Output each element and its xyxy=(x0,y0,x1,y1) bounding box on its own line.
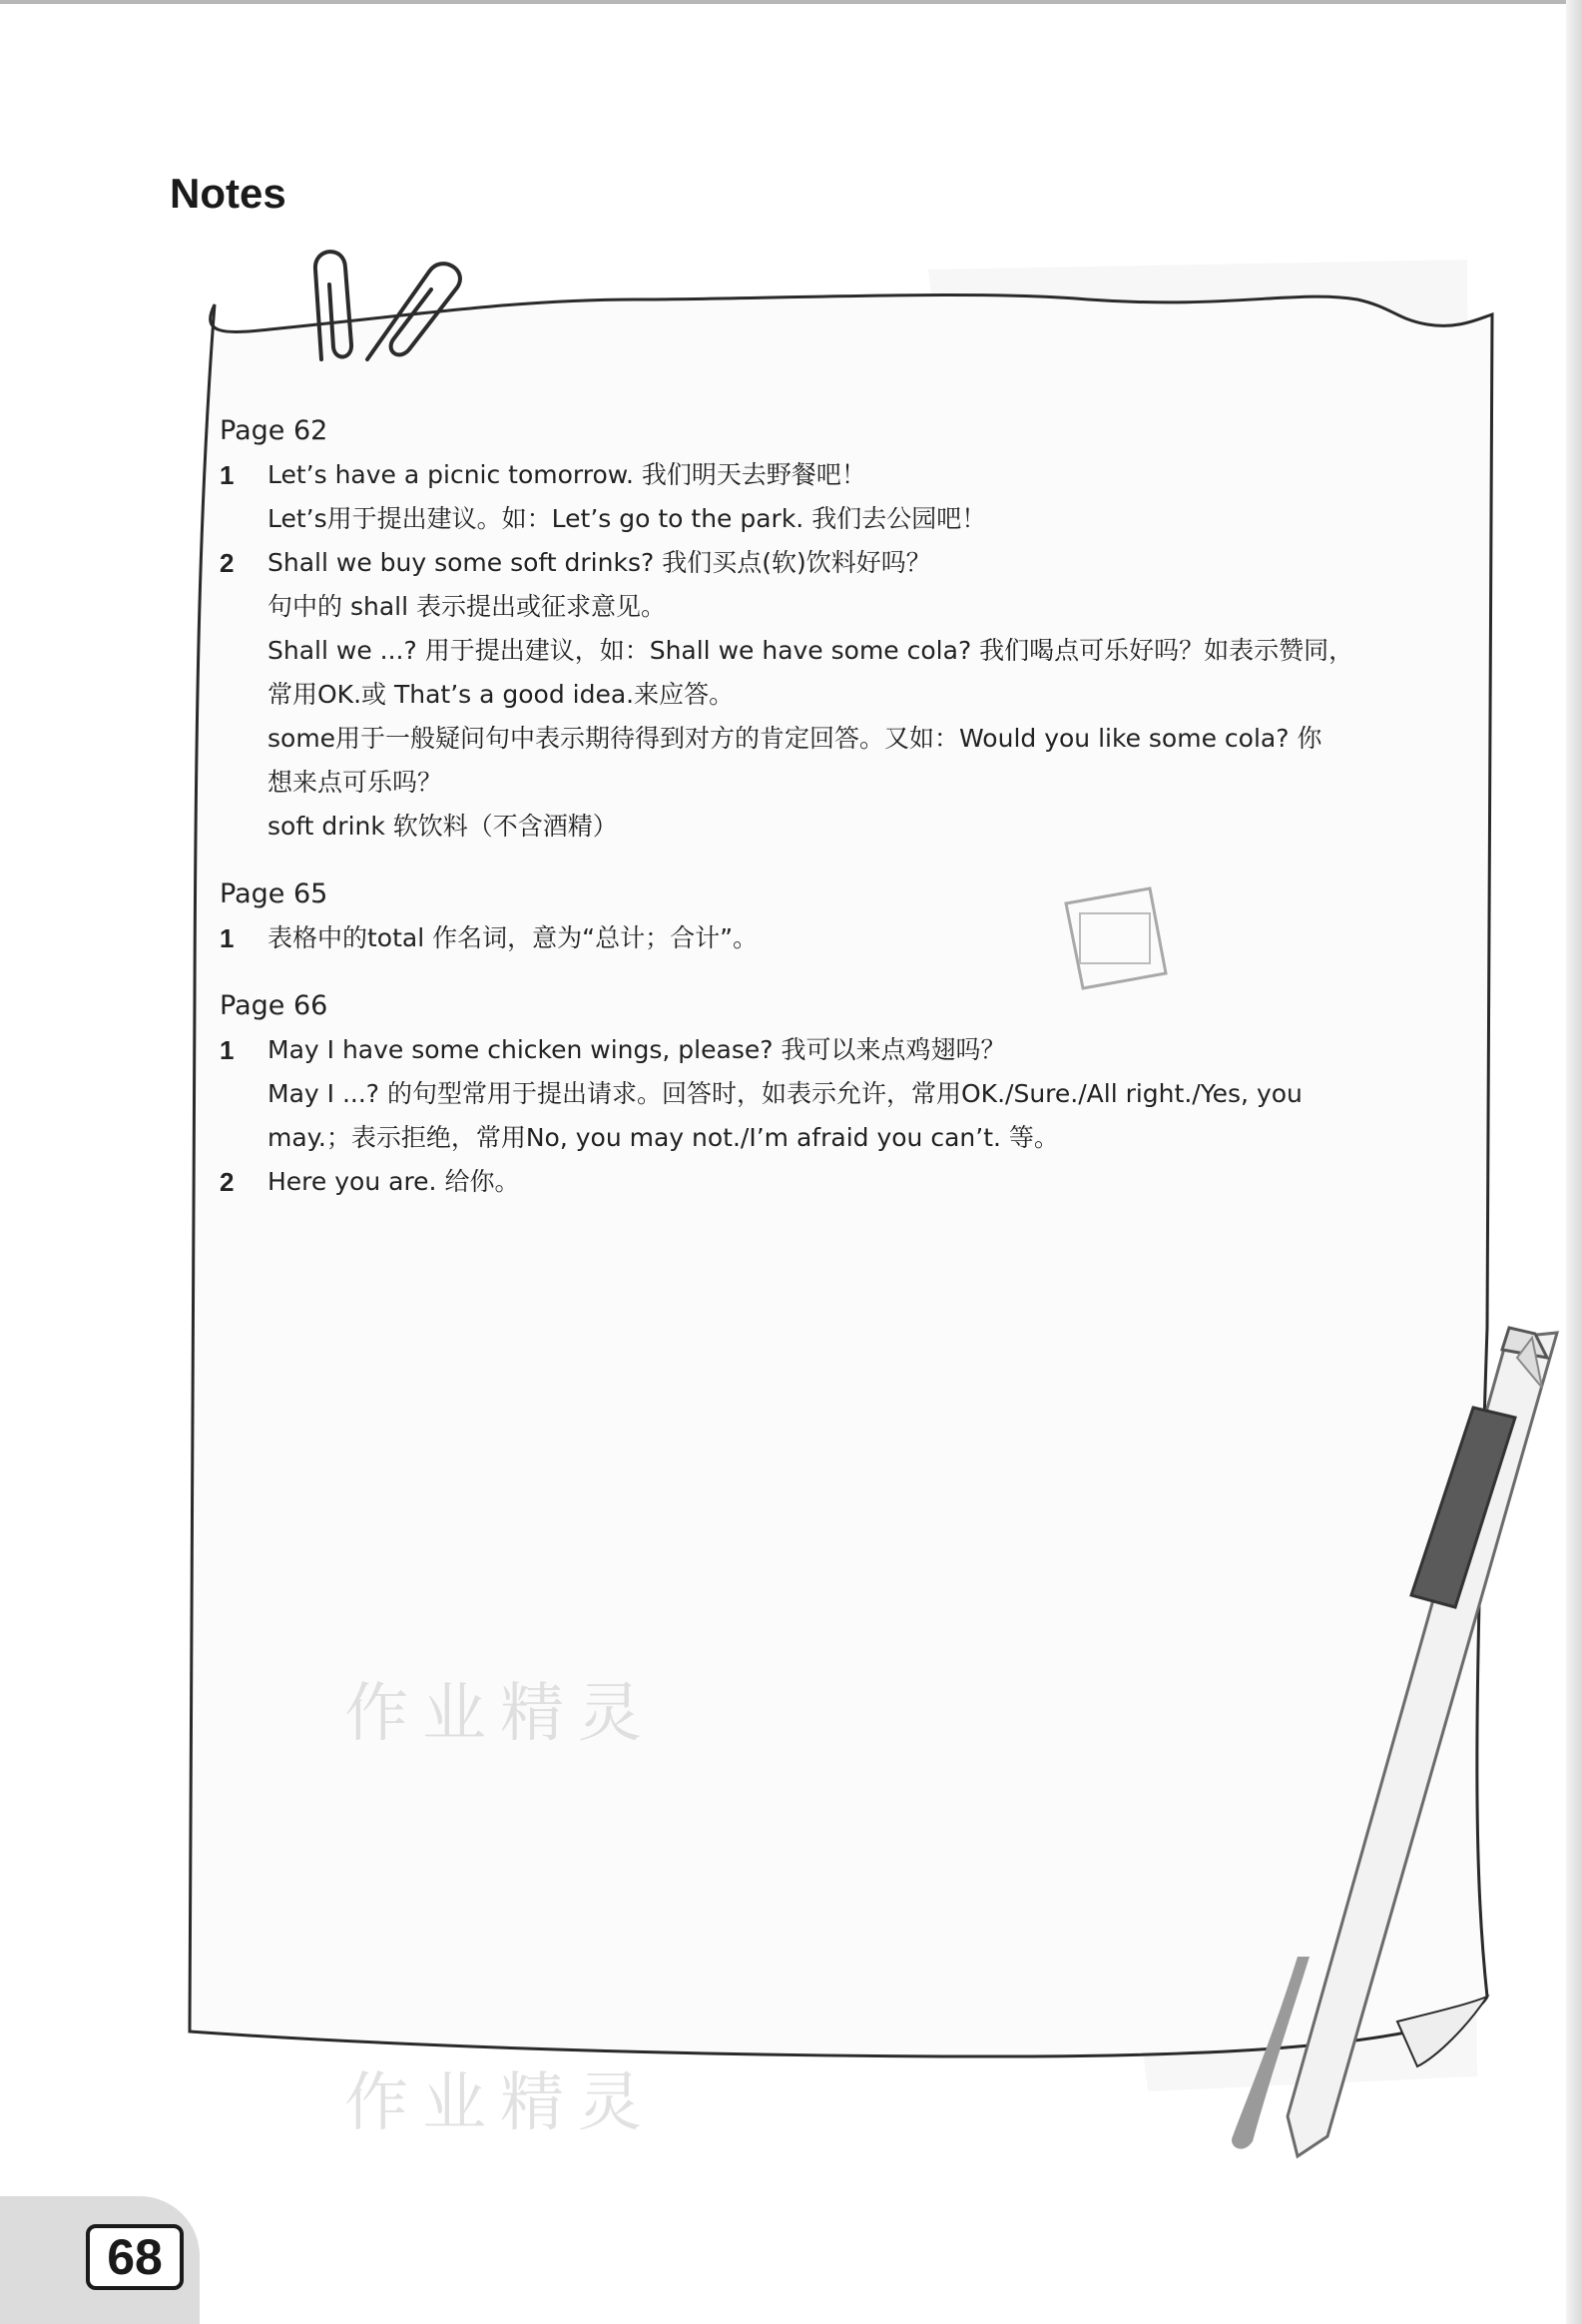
note-line: 常用OK.或 That’s a good idea.来应答。 xyxy=(267,680,735,709)
note-item xyxy=(220,916,1477,960)
section-heading: Page 66 xyxy=(220,990,328,1021)
note-number: 1 xyxy=(220,1035,235,1065)
note-number: 2 xyxy=(220,548,235,578)
page-number: 68 xyxy=(86,2224,184,2290)
watermark: 作业精灵 xyxy=(344,1677,656,1751)
note-line: Shall we buy some soft drinks? 我们买点(软)饮料好吗？ xyxy=(267,548,931,577)
section-heading: Page 65 xyxy=(220,878,328,909)
page-title: Notes xyxy=(170,170,286,217)
watermark: 作业精灵 xyxy=(344,2066,656,2140)
note-line: May I ...? 的句型常用于提出请求。回答时，如表示允许，常用OK./Sure./All right./Yes, you xyxy=(267,1079,1303,1108)
note-item xyxy=(220,541,1477,849)
note-line: Shall we ...? 用于提出建议，如：Shall we have some cola? 我们喝点可乐好吗？如表示赞同， xyxy=(267,636,1354,665)
note-number: 1 xyxy=(220,923,235,953)
note-line: some用于一般疑问句中表示期待得到对方的肯定回答。又如：Would you like some cola? 你 xyxy=(267,724,1322,753)
note-line: 表格中的total 作名词，意为“总计；合计”。 xyxy=(267,923,759,952)
note-number: 1 xyxy=(220,460,235,490)
notes-content xyxy=(220,409,1477,1204)
notes-section-page-66 xyxy=(220,984,1477,1204)
note-line: 想来点可乐吗？ xyxy=(267,768,443,797)
section-heading: Page 62 xyxy=(220,415,328,446)
note-number: 2 xyxy=(220,1167,235,1197)
note-line: Here you are. 给你。 xyxy=(267,1167,520,1196)
note-item xyxy=(220,1160,1477,1204)
note-item xyxy=(220,1028,1477,1160)
notes-section-page-62 xyxy=(220,409,1477,849)
note-line: may.；表示拒绝，常用No, you may not./I’m afraid you can’t. 等。 xyxy=(267,1123,1059,1152)
notes-section-page-65 xyxy=(220,872,1477,960)
note-line: Let’s用于提出建议。如：Let’s go to the park. 我们去公园吧！ xyxy=(267,504,987,533)
note-line: soft drink 软饮料（不含酒精） xyxy=(267,812,618,841)
note-line: 句中的 shall 表示提出或征求意见。 xyxy=(267,592,666,621)
note-item xyxy=(220,453,1477,541)
note-line: Let’s have a picnic tomorrow. 我们明天去野餐吧！ xyxy=(267,460,866,489)
note-line: May I have some chicken wings, please? 我可以来点鸡翅吗？ xyxy=(267,1035,1006,1064)
